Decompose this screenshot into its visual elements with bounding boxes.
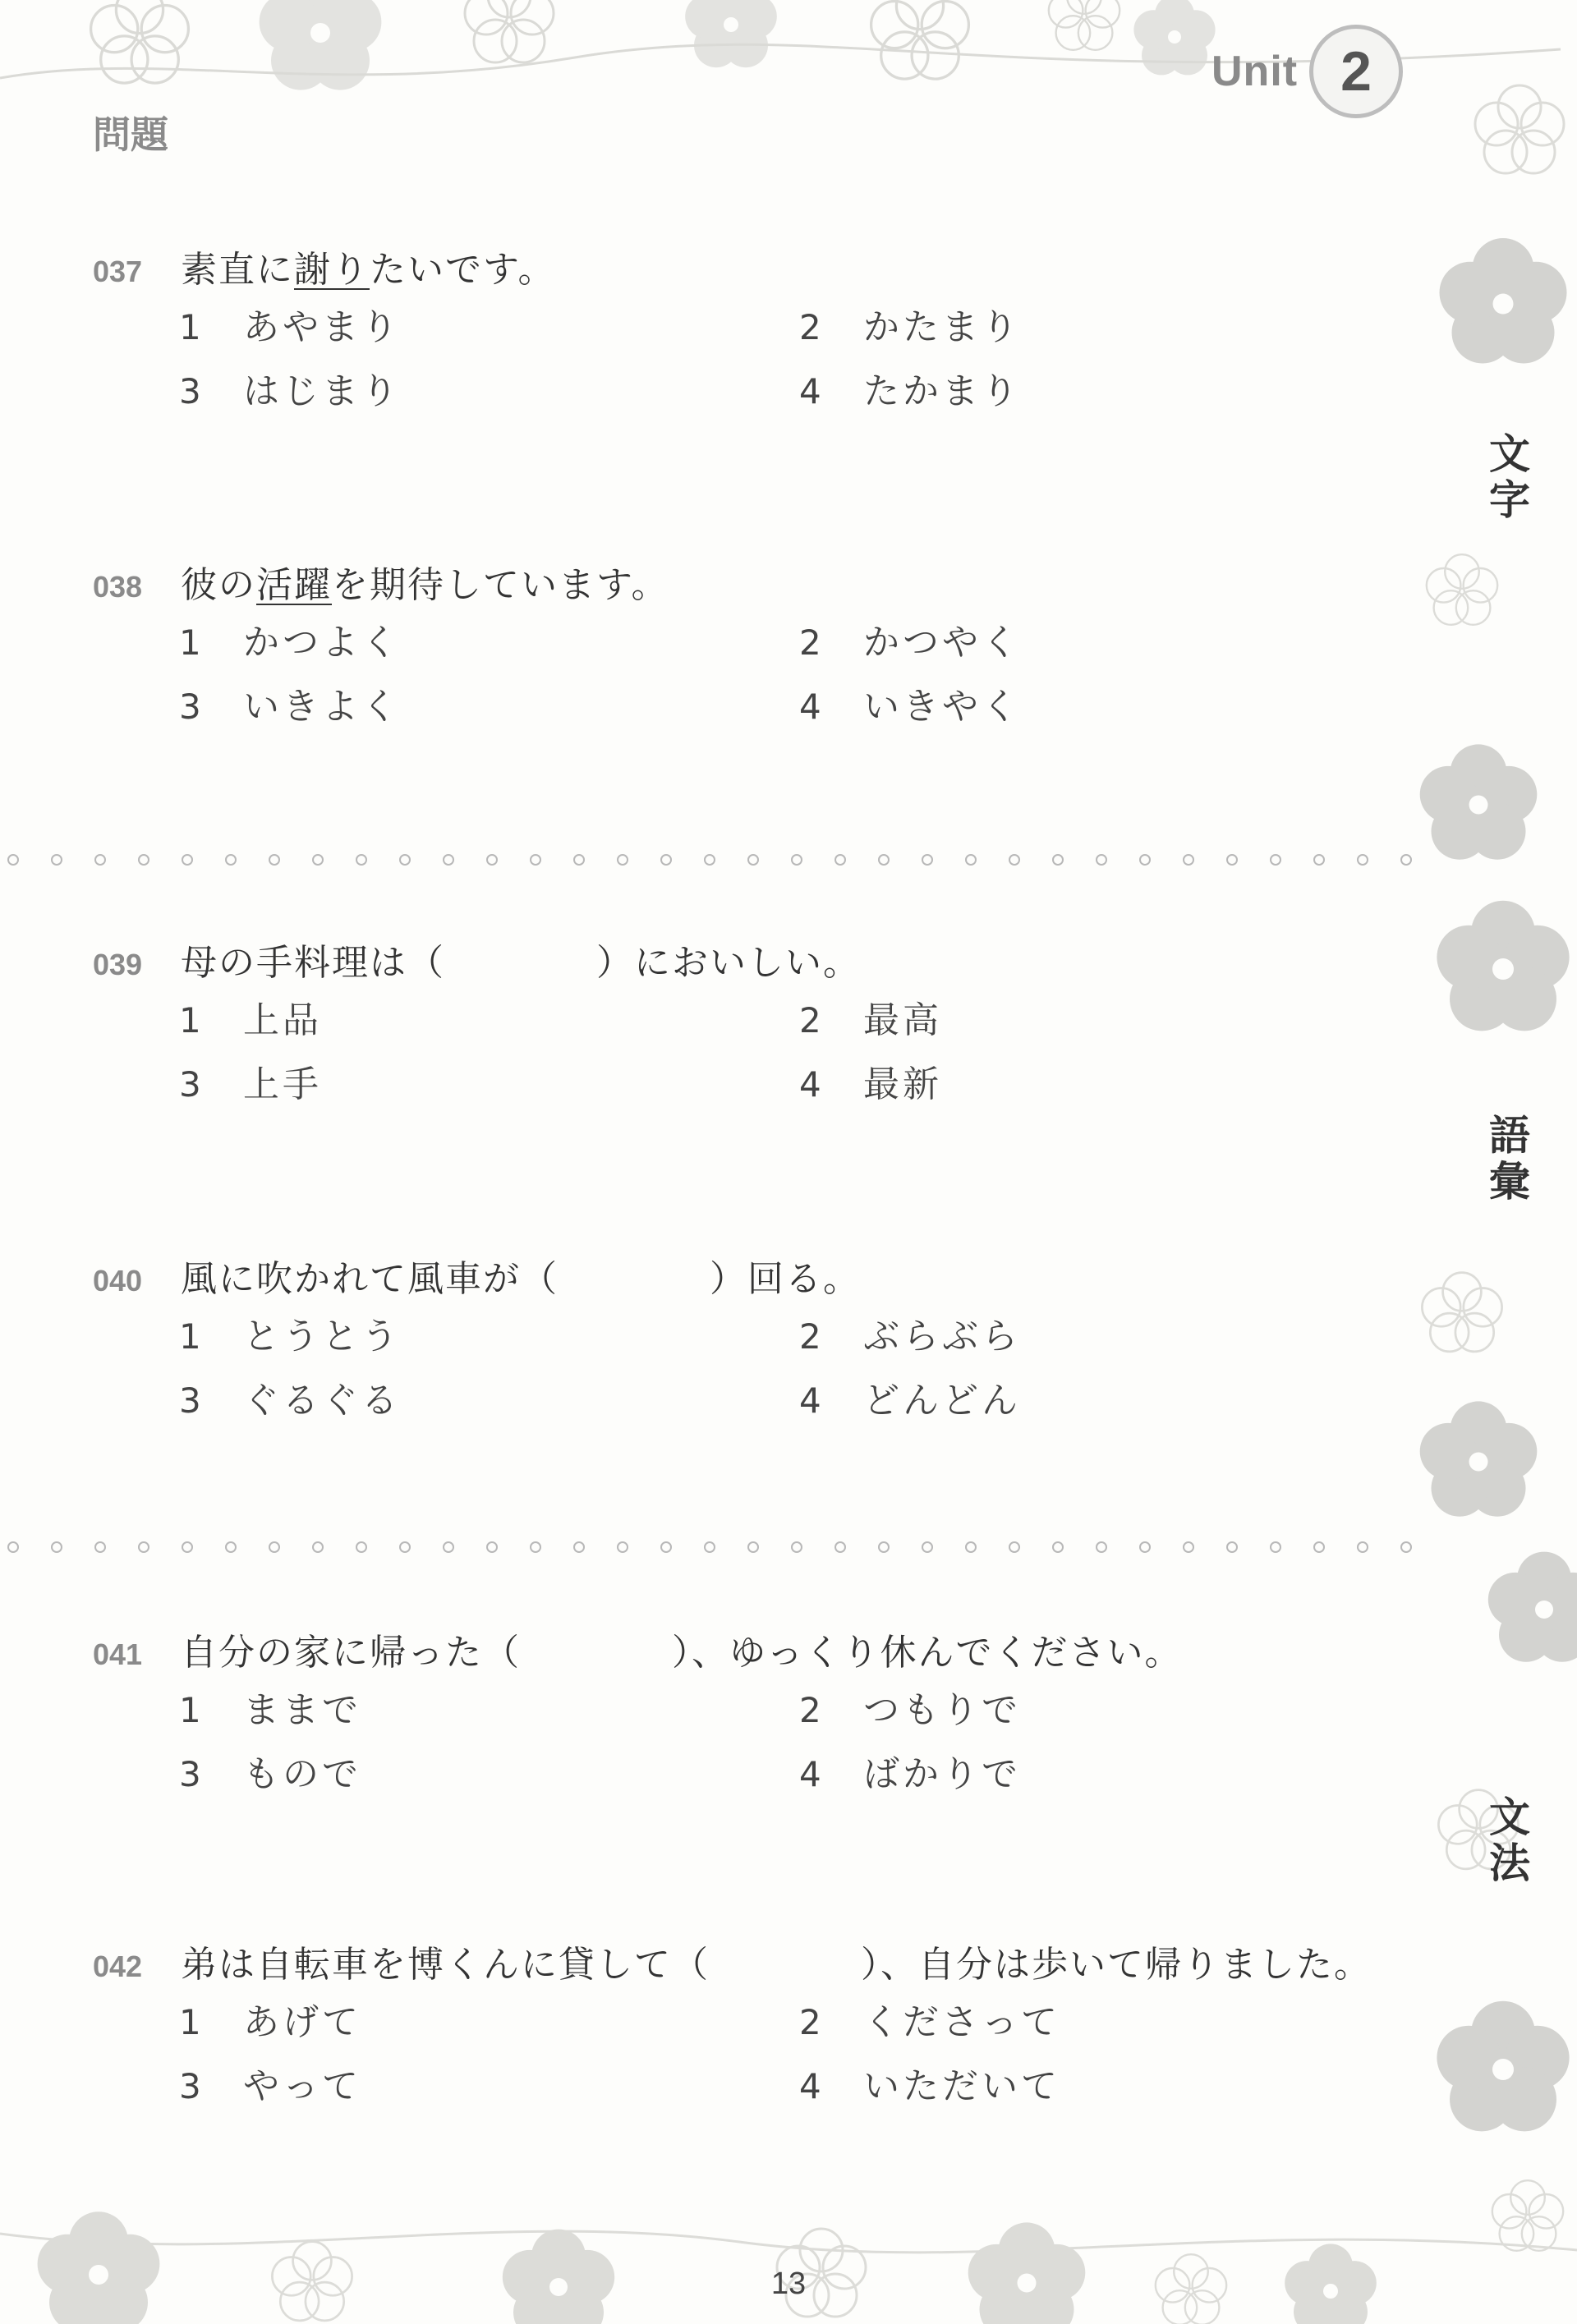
question-text: 素直に謝りたいです。 <box>181 249 556 291</box>
option-3[interactable]: 3 もので <box>179 1753 361 1795</box>
option-4[interactable]: 4 たかまり <box>799 370 1021 412</box>
option-4[interactable]: 4 どんどん <box>799 1380 1021 1421</box>
question-text: 母の手料理は（ ）においしい。 <box>181 942 861 984</box>
question-number: 042 <box>93 1950 143 1983</box>
question-number: 037 <box>93 255 143 288</box>
section-divider <box>7 1539 1436 1555</box>
unit-number: 2 <box>1309 25 1403 118</box>
option-1[interactable]: 1 上品 <box>179 999 322 1041</box>
option-3[interactable]: 3 いきよく <box>179 686 401 728</box>
question-041 <box>93 1623 1407 1808</box>
option-3[interactable]: 3 上手 <box>179 1063 322 1105</box>
page-heading: 問題 <box>93 113 168 157</box>
option-2[interactable]: 2 最高 <box>799 999 942 1041</box>
question-text: 風に吹かれて風車が（ ）回る。 <box>181 1258 861 1300</box>
option-1[interactable]: 1 あやまり <box>179 306 401 348</box>
side-tab-goi[interactable]: 語 彙 <box>1489 1112 1530 1206</box>
option-2[interactable]: 2 くださって <box>799 2001 1060 2043</box>
option-4[interactable]: 4 いきやく <box>799 686 1021 728</box>
side-tab-moji[interactable]: 文 字 <box>1489 430 1530 524</box>
underlined-word: 活躍 <box>256 564 332 606</box>
option-1[interactable]: 1 とうとう <box>179 1316 401 1357</box>
question-038 <box>93 555 1407 741</box>
question-037 <box>93 240 1407 425</box>
option-2[interactable]: 2 かつやく <box>799 622 1021 664</box>
question-042 <box>93 1935 1407 2120</box>
question-number: 040 <box>93 1264 143 1297</box>
unit-label: Unit <box>1211 48 1299 95</box>
option-1[interactable]: 1 ままで <box>179 1689 361 1731</box>
question-040 <box>93 1249 1407 1435</box>
option-2[interactable]: 2 つもりで <box>799 1689 1021 1731</box>
option-2[interactable]: 2 かたまり <box>799 306 1021 348</box>
question-text: 自分の家に帰った（ ）、ゆっくり休んでください。 <box>181 1632 1183 1674</box>
option-3[interactable]: 3 ぐるぐる <box>179 1380 401 1421</box>
question-039 <box>93 933 1407 1118</box>
option-1[interactable]: 1 かつよく <box>179 622 401 664</box>
option-4[interactable]: 4 ばかりで <box>799 1753 1021 1795</box>
question-number: 038 <box>93 570 143 604</box>
side-tab-bunpou[interactable]: 文 法 <box>1489 1794 1530 1887</box>
underlined-word: 謝り <box>294 249 370 291</box>
question-text: 彼の活躍を期待しています。 <box>181 564 669 606</box>
option-4[interactable]: 4 いただいて <box>799 2065 1060 2107</box>
unit-badge <box>1211 18 1403 125</box>
section-divider <box>7 852 1436 868</box>
option-3[interactable]: 3 やって <box>179 2065 361 2107</box>
question-number: 041 <box>93 1637 143 1671</box>
page-number: 13 <box>770 2267 807 2301</box>
question-text: 弟は自転車を博くんに貸して（ ）、自分は歩いて帰りました。 <box>181 1944 1372 1986</box>
option-3[interactable]: 3 はじまり <box>179 370 401 412</box>
option-4[interactable]: 4 最新 <box>799 1063 942 1105</box>
option-1[interactable]: 1 あげて <box>179 2001 361 2043</box>
question-number: 039 <box>93 948 143 981</box>
option-2[interactable]: 2 ぶらぶら <box>799 1316 1021 1357</box>
